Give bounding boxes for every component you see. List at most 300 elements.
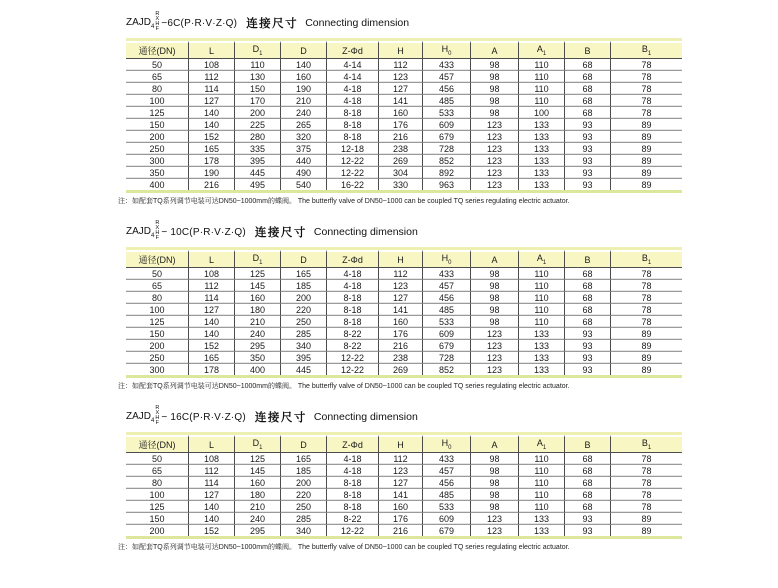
table-cell: 152 (188, 131, 234, 143)
table-cell: 98 (470, 477, 518, 489)
table-row (126, 477, 682, 489)
column-header: Z-Φd (326, 435, 378, 453)
table-cell: 68 (564, 465, 610, 477)
table-cell: 152 (188, 525, 234, 536)
table-cell: 160 (378, 316, 422, 328)
table-cell: 93 (564, 513, 610, 525)
table-cell: 12-22 (326, 155, 378, 167)
table-row (126, 364, 682, 375)
table-cell: 485 (422, 95, 470, 107)
table-cell: 609 (422, 328, 470, 340)
table-cell: 285 (280, 513, 326, 525)
table-cell: 114 (188, 477, 234, 489)
table-cell: 350 (234, 352, 280, 364)
table-cell: 728 (422, 143, 470, 155)
column-header: $B_1$ (610, 435, 682, 453)
table-cell: 456 (422, 292, 470, 304)
table-cell: 133 (518, 340, 564, 352)
section-title (126, 10, 778, 36)
table-cell: 178 (188, 155, 234, 167)
table-cell: 200 (126, 131, 188, 143)
table-cell: 125 (234, 453, 280, 465)
table-cell: 160 (234, 292, 280, 304)
table-cell: 114 (188, 83, 234, 95)
table-cell: 68 (564, 316, 610, 328)
table-cell: 160 (378, 107, 422, 119)
table-cell: 12-18 (326, 143, 378, 155)
table-cell: 495 (234, 179, 280, 190)
table-cell: 176 (378, 513, 422, 525)
table-cell: 200 (126, 525, 188, 536)
table-cell: 300 (126, 364, 188, 375)
table-cell: 852 (422, 364, 470, 375)
table-cell: 98 (470, 465, 518, 477)
header-row (126, 41, 682, 59)
table-cell: 533 (422, 107, 470, 119)
table-cell: 330 (378, 179, 422, 190)
table-cell: 78 (610, 59, 682, 71)
table-row (126, 268, 682, 280)
table-cell: 165 (188, 352, 234, 364)
pressure-class: − 16C(P·R·V·Z·Q) (161, 411, 246, 423)
table-cell: 114 (188, 292, 234, 304)
table-cell: 123 (470, 155, 518, 167)
table-cell: 65 (126, 71, 188, 83)
table-cell: 133 (518, 167, 564, 179)
column-header: H (378, 435, 422, 453)
column-header: L (188, 250, 234, 268)
table-row (126, 465, 682, 477)
table-cell: 8-18 (326, 304, 378, 316)
pressure-class: −6C(P·R·V·Z·Q) (161, 17, 238, 29)
table-cell: 165 (280, 268, 326, 280)
table-cell: 93 (564, 143, 610, 155)
table-cell: 110 (234, 59, 280, 71)
table-cell: 68 (564, 107, 610, 119)
table-cell: 8-18 (326, 477, 378, 489)
table-cell: 433 (422, 268, 470, 280)
table-cell: 108 (188, 268, 234, 280)
title-chinese: 连接尺寸 (254, 227, 307, 239)
table-cell: 65 (126, 280, 188, 292)
table-cell: 93 (564, 155, 610, 167)
table-cell: 185 (280, 465, 326, 477)
table-cell: 98 (470, 268, 518, 280)
table-cell: 8-22 (326, 513, 378, 525)
table-row (126, 501, 682, 513)
table-row (126, 292, 682, 304)
table-cell: 540 (280, 179, 326, 190)
table-cell: 8-18 (326, 316, 378, 328)
table-cell: 112 (188, 280, 234, 292)
table-cell: 130 (234, 71, 280, 83)
table-cell: 210 (280, 95, 326, 107)
title-english: Connecting dimension (313, 226, 418, 238)
column-header: H (378, 250, 422, 268)
table-row (126, 489, 682, 501)
table-cell: 238 (378, 143, 422, 155)
table-row (126, 143, 682, 155)
table-cell: 141 (378, 489, 422, 501)
table-cell: 80 (126, 477, 188, 489)
table-cell: 457 (422, 280, 470, 292)
section-title (126, 404, 778, 430)
table-cell: 140 (188, 501, 234, 513)
table-cell: 165 (188, 143, 234, 155)
table-cell: 133 (518, 179, 564, 190)
table-cell: 110 (518, 316, 564, 328)
table-cell: 8-18 (326, 489, 378, 501)
table-cell: 269 (378, 155, 422, 167)
model-prefix: $ZAJD_4$ (126, 225, 155, 239)
column-header: $H_0$ (422, 41, 470, 59)
table-cell: 4-18 (326, 465, 378, 477)
table-cell: 457 (422, 465, 470, 477)
table-cell: 98 (470, 489, 518, 501)
table-cell: 445 (234, 167, 280, 179)
table-cell: 190 (188, 167, 234, 179)
table-cell: 98 (470, 107, 518, 119)
table-row (126, 83, 682, 95)
table-cell: 679 (422, 340, 470, 352)
column-header: B (564, 435, 610, 453)
table-row (126, 71, 682, 83)
table-cell: 285 (280, 328, 326, 340)
table-cell: 98 (470, 453, 518, 465)
table-cell: 216 (378, 525, 422, 536)
table-cell: 98 (470, 280, 518, 292)
model-variant-stack: R X H F (155, 220, 160, 241)
table-cell: 98 (470, 304, 518, 316)
table-cell: 89 (610, 525, 682, 536)
table-cell: 150 (126, 119, 188, 131)
table-row (126, 95, 682, 107)
table-cell: 440 (280, 155, 326, 167)
table-cell: 200 (234, 107, 280, 119)
table-cell: 240 (234, 328, 280, 340)
table-cell: 240 (280, 107, 326, 119)
table-cell: 533 (422, 316, 470, 328)
table-cell: 93 (564, 167, 610, 179)
table-cell: 145 (234, 280, 280, 292)
table-cell: 250 (280, 501, 326, 513)
table-cell: 133 (518, 364, 564, 375)
table-cell: 200 (280, 477, 326, 489)
table-cell: 98 (470, 83, 518, 95)
table-cell: 150 (126, 513, 188, 525)
connecting-dimension-table-6c (126, 38, 682, 193)
table-cell: 123 (470, 525, 518, 536)
table-cell: 93 (564, 352, 610, 364)
table-cell: 68 (564, 477, 610, 489)
table-cell: 93 (564, 328, 610, 340)
column-header: D (280, 41, 326, 59)
column-header: $B_1$ (610, 41, 682, 59)
table-cell: 4-18 (326, 453, 378, 465)
table-cell: 78 (610, 83, 682, 95)
table-cell: 490 (280, 167, 326, 179)
table-cell: 110 (518, 489, 564, 501)
table-cell: 133 (518, 352, 564, 364)
table-cell: 280 (234, 131, 280, 143)
table-row (126, 316, 682, 328)
table-cell: 609 (422, 513, 470, 525)
table-cell: 4-18 (326, 83, 378, 95)
table-cell: 78 (610, 304, 682, 316)
model-prefix: $ZAJD_4$ (126, 410, 155, 424)
table-cell: 110 (518, 83, 564, 95)
table-cell: 78 (610, 280, 682, 292)
table-cell: 445 (280, 364, 326, 375)
table-cell: 93 (564, 119, 610, 131)
table-row (126, 513, 682, 525)
table-cell: 89 (610, 131, 682, 143)
table-row (126, 119, 682, 131)
table-cell: 127 (188, 304, 234, 316)
column-header: $D_1$ (234, 250, 280, 268)
table-row (126, 453, 682, 465)
table-cell: 100 (126, 95, 188, 107)
column-header: D (280, 435, 326, 453)
table-cell: 8-22 (326, 328, 378, 340)
table-cell: 93 (564, 364, 610, 375)
table-row (126, 167, 682, 179)
table-cell: 433 (422, 453, 470, 465)
table-cell: 133 (518, 119, 564, 131)
section-title (126, 219, 778, 245)
table-cell: 68 (564, 71, 610, 83)
table-cell: 123 (470, 513, 518, 525)
column-header: 通径(DN) (126, 41, 188, 59)
table-cell: 50 (126, 453, 188, 465)
table-row (126, 179, 682, 190)
table-cell: 78 (610, 477, 682, 489)
column-header: B (564, 250, 610, 268)
table-cell: 89 (610, 352, 682, 364)
table-cell: 176 (378, 119, 422, 131)
table-cell: 216 (378, 340, 422, 352)
table-cell: 150 (126, 328, 188, 340)
table-cell: 98 (470, 316, 518, 328)
table-cell: 123 (470, 167, 518, 179)
table-cell: 295 (234, 340, 280, 352)
table-cell: 68 (564, 95, 610, 107)
table-cell: 140 (188, 513, 234, 525)
column-header: B (564, 41, 610, 59)
table-cell: 89 (610, 119, 682, 131)
table-cell: 400 (234, 364, 280, 375)
title-english: Connecting dimension (313, 411, 418, 423)
table-cell: 78 (610, 453, 682, 465)
table-cell: 240 (234, 513, 280, 525)
table-cell: 295 (234, 525, 280, 536)
column-header: 通径(DN) (126, 250, 188, 268)
title-english: Connecting dimension (305, 17, 410, 29)
table-cell: 78 (610, 107, 682, 119)
table-cell: 140 (188, 328, 234, 340)
table-cell: 65 (126, 465, 188, 477)
table-cell: 123 (470, 328, 518, 340)
connecting-dimension-table-10c (126, 247, 682, 378)
table-cell: 609 (422, 119, 470, 131)
table-cell: 110 (518, 292, 564, 304)
table-cell: 8-18 (326, 501, 378, 513)
table-cell: 127 (188, 95, 234, 107)
table-cell: 78 (610, 489, 682, 501)
table-cell: 160 (234, 477, 280, 489)
table-cell: 110 (518, 465, 564, 477)
table-cell: 140 (188, 316, 234, 328)
table-cell: 200 (280, 292, 326, 304)
table-row (126, 155, 682, 167)
table-cell: 112 (378, 453, 422, 465)
column-header: L (188, 41, 234, 59)
table-cell: 225 (234, 119, 280, 131)
table-cell: 300 (126, 155, 188, 167)
table-cell: 112 (378, 268, 422, 280)
table-cell: 78 (610, 268, 682, 280)
title-chinese: 连接尺寸 (254, 412, 307, 424)
table-cell: 123 (378, 280, 422, 292)
table-cell: 123 (470, 352, 518, 364)
table-cell: 852 (422, 155, 470, 167)
table-cell: 485 (422, 489, 470, 501)
table-cell: 335 (234, 143, 280, 155)
table-cell: 127 (378, 477, 422, 489)
table-cell: 340 (280, 340, 326, 352)
table-cell: 50 (126, 59, 188, 71)
table-cell: 68 (564, 453, 610, 465)
table-cell: 93 (564, 131, 610, 143)
table-row (126, 59, 682, 71)
table-cell: 89 (610, 155, 682, 167)
table-cell: 110 (518, 71, 564, 83)
table-cell: 78 (610, 95, 682, 107)
table-cell: 679 (422, 525, 470, 536)
table-cell: 395 (280, 352, 326, 364)
table-cell: 93 (564, 340, 610, 352)
table-cell: 125 (126, 107, 188, 119)
table-cell: 8-18 (326, 292, 378, 304)
table-row (126, 280, 682, 292)
table-cell: 89 (610, 179, 682, 190)
table-cell: 178 (188, 364, 234, 375)
section-6c (118, 10, 778, 206)
column-header: $D_1$ (234, 41, 280, 59)
table-row (126, 352, 682, 364)
table-cell: 89 (610, 340, 682, 352)
section-10c (118, 219, 778, 391)
table-cell: 12-22 (326, 525, 378, 536)
table-cell: 110 (518, 304, 564, 316)
table-cell: 728 (422, 352, 470, 364)
table-cell: 127 (188, 489, 234, 501)
table-cell: 457 (422, 71, 470, 83)
table-cell: 141 (378, 304, 422, 316)
table-cell: 89 (610, 328, 682, 340)
table-cell: 110 (518, 95, 564, 107)
table-cell: 8-18 (326, 131, 378, 143)
table-cell: 78 (610, 465, 682, 477)
table-cell: 93 (564, 525, 610, 536)
table-cell: 145 (234, 465, 280, 477)
table-cell: 456 (422, 83, 470, 95)
model-prefix: $ZAJD_4$ (126, 16, 155, 30)
table-cell: 180 (234, 489, 280, 501)
table-cell: 340 (280, 525, 326, 536)
table-cell: 679 (422, 131, 470, 143)
table-row (126, 107, 682, 119)
table-cell: 533 (422, 501, 470, 513)
table-cell: 160 (378, 501, 422, 513)
table-cell: 80 (126, 292, 188, 304)
table-cell: 78 (610, 292, 682, 304)
model-variant-stack: R X H F (155, 405, 160, 426)
table-cell: 12-22 (326, 167, 378, 179)
table-cell: 4-18 (326, 268, 378, 280)
table-cell: 265 (280, 119, 326, 131)
header-row (126, 250, 682, 268)
table-cell: 395 (234, 155, 280, 167)
model-variant-stack: R X H F (155, 11, 160, 32)
table-row (126, 525, 682, 536)
table-cell: 185 (280, 280, 326, 292)
table-cell: 200 (126, 340, 188, 352)
table-cell: 78 (610, 71, 682, 83)
table-cell: 216 (378, 131, 422, 143)
table-cell: 98 (470, 501, 518, 513)
table-cell: 12-22 (326, 364, 378, 375)
table-cell: 68 (564, 280, 610, 292)
table-cell: 100 (518, 107, 564, 119)
title-chinese: 连接尺寸 (246, 18, 299, 30)
table-cell: 123 (470, 131, 518, 143)
table-cell: 89 (610, 364, 682, 375)
footnote: 注：如配套TQ系列调节电装可达DN50~1000mm的蝶阀。 The butterfly valve of DN50~1000 can be coupled TQ series regulating electric actuator. (118, 383, 570, 390)
table-row (126, 131, 682, 143)
table-cell: 210 (234, 501, 280, 513)
table-cell: 78 (610, 501, 682, 513)
table-cell: 50 (126, 268, 188, 280)
column-header: Z-Φd (326, 41, 378, 59)
table-row (126, 340, 682, 352)
column-header: 通径(DN) (126, 435, 188, 453)
table-cell: 110 (518, 59, 564, 71)
column-header: $A_1$ (518, 41, 564, 59)
table-cell: 68 (564, 292, 610, 304)
table-cell: 68 (564, 83, 610, 95)
table-cell: 123 (470, 143, 518, 155)
table-cell: 112 (188, 71, 234, 83)
column-header: Z-Φd (326, 250, 378, 268)
column-header: $A_1$ (518, 250, 564, 268)
column-header: A (470, 435, 518, 453)
table-cell: 4-18 (326, 95, 378, 107)
column-header: D (280, 250, 326, 268)
table-cell: 8-18 (326, 119, 378, 131)
table-cell: 133 (518, 143, 564, 155)
table-cell: 133 (518, 155, 564, 167)
table-cell: 170 (234, 95, 280, 107)
table-cell: 140 (280, 59, 326, 71)
table-cell: 133 (518, 328, 564, 340)
table-cell: 16-22 (326, 179, 378, 190)
table-cell: 110 (518, 268, 564, 280)
connecting-dimension-table-16c (126, 432, 682, 539)
table-cell: 98 (470, 59, 518, 71)
table-cell: 133 (518, 131, 564, 143)
table-cell: 350 (126, 167, 188, 179)
